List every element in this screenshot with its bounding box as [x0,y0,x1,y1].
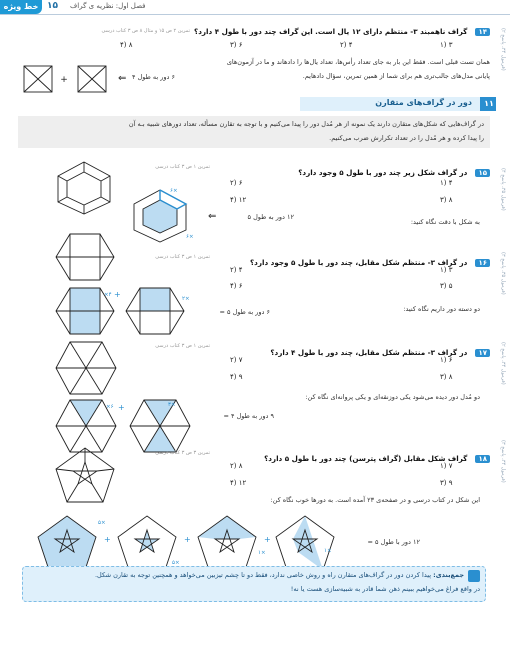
question-source: تمرین ۱ ص ۳ کتاب درسی [155,254,210,260]
side-tab-1: (فرمول ۳۴، پاسخ ۲) [500,28,506,71]
petersen-graph [54,446,116,504]
count-label-3: ۱× [258,550,266,556]
plus-icon: + [114,290,121,299]
svg-text:+: + [264,535,271,544]
side-tab-3: (فرمول ۳۵، پاسخ ۳) [500,252,506,295]
page-number: ۱۵ [47,1,58,11]
hexagon-star-graph-q17 [54,340,118,396]
section-title: دور در گراف‌های متقارن [375,98,472,107]
summary-text-1: پیدا کردن دور در گراف‌های متقارن راه و روش خاصی ندارد، فقط دو تا چشم تیزبین می‌خواهد و همچنین توجه به تقارن شکل. [94,571,432,579]
explanation: دو مُدل دور دیده می‌شود یکی دوزنقه‌ای و یکی پروانه‌ای نگاه کن: [305,393,480,401]
question-15 [190,160,490,179]
hexagon-cycle-b-q16 [124,286,194,336]
option-2: ۴ (۲ [340,41,353,49]
header-badge: خط ویژه [0,0,42,14]
summary-icon [468,570,480,582]
explanation: به شکل با دقت نگاه کنید: [410,218,480,226]
option-1: ۶ (۱ [440,356,453,364]
explanation: دو دسته دور داریم نگاه کنید: [403,305,480,313]
intro-line-1: در گراف‌هایی که شکل‌های متقارن دارند یک نمونه از هر مُدل دور را پیدا می‌کنیم و با توجه به تقارن مسأله، تعداد دورهای شبیه بـه آن [128,120,484,128]
petersen-cycles-figure [36,512,336,572]
option-3: ۹ (۳ [440,479,453,487]
summary-line-2: در واقع فراغ می‌خواهیم ببینم ذهن شما قادر به شبیه‌سازی هست یا نه! [290,585,480,593]
result-q16: ۶ دور به طول ۵ = [219,308,270,316]
hexagon-graph-q16 [54,232,116,282]
summary-line-1 [30,571,464,579]
question-number: ۱۷ [475,349,490,357]
option-4: ۸ (۴ [120,41,133,49]
chapter-title: فصل اول: نظریه ی گراف [70,2,146,10]
summary-label: جمع‌بندی: [433,571,464,579]
option-1: ۴ (۱ [440,179,453,187]
explanation: این شکل در کتاب درسی و در صفحه‌ی ۲۳ آمده است. به دورها خوب نگاه کن: [270,496,480,504]
question-text: در گراف شکل زیر چند دور با طول ۵ وجود دارد؟ [298,168,468,177]
hexagon-cycles-q15 [130,186,200,246]
hexagon-graph-q15 [54,160,114,216]
question-text: در گراف ۳- منتظم شکل مقابل، چند دور با طول ۴ دارد؟ [270,348,468,357]
plus-icon: + [118,403,125,412]
option-1: ۷ (۱ [440,462,453,470]
k4-graphs-figure [22,62,114,96]
option-1: ۳ (۱ [440,41,453,49]
count-label-1: ۵× [98,520,106,526]
option-1: ۳ (۱ [440,266,453,274]
count-label-2: ۵× [172,560,180,566]
count-label-4: ۱× [324,548,332,554]
count-label-b: ۳× [168,402,176,408]
option-3: ۶ (۳ [230,41,243,49]
option-4: ۱۲ (۴ [230,479,247,487]
option-4: ۱۲ (۴ [230,196,247,204]
option-2: ۸ (۲ [230,462,243,470]
arrow-icon: ⇐ [208,211,217,222]
question-number: ۱۵ [475,169,490,177]
question-number: ۱۶ [475,259,490,267]
option-4: ۶ (۴ [230,282,243,290]
count-label-b: ۶× [186,234,194,240]
result-q15: ۱۲ دور به طول ۵ [247,213,294,221]
svg-text:+: + [60,75,68,85]
svg-text:+: + [104,535,111,544]
svg-text:+: + [184,535,191,544]
question-number: ۱۴ [475,28,490,36]
side-tab-4: (فرمول ۳۴، پاسخ ۲) [500,342,506,385]
section-number: ۱۱ [482,97,496,111]
explanation-line-2: پایانی مدل‌های جالب‌تری هم برای شما از همین تمرین، سؤال دادهایم. [302,72,490,80]
count-label-b: ۴× [104,292,112,298]
count-label-a: ۶× [170,188,178,194]
question-source: تمرین ۱ ص ۳ کتاب درسی [155,164,210,170]
option-2: ۴ (۲ [230,266,243,274]
result-q14: ۶ دور به طول ۴ [132,73,175,81]
question-text: گراف شکل مقابل (گراف پترسن) چند دور با طول ۵ دارد؟ [264,454,468,463]
arrow-icon: ⇐ [118,73,127,84]
question-text: گراف ناهمبند ۳- منتظم دارای ۱۲ یال است. این گراف چند دور با طول ۴ دارد؟ [194,27,468,36]
side-tab-5: (فرمول ۳۴، پاسخ ۳) [500,440,506,483]
count-label-a: ۶× [106,404,114,410]
question-source: تمرین ۱ ص ۳ کتاب درسی [155,343,210,349]
option-2: ۶ (۲ [230,179,243,187]
side-tab-2: (فرمول ۳۵، پاسخ ۴) [500,168,506,211]
option-3: ۸ (۳ [440,196,453,204]
question-number: ۱۸ [475,455,490,463]
intro-line-2: را پیدا کرده و هر مُدل را در تعداد تکرارش ضرب می‌کنیم. [329,134,484,142]
result-q18: ۱۲ دور با طول ۵ = [367,538,420,546]
question-source: تمرین ۳ ص ۳ کتاب درسی [155,450,210,456]
option-3: ۵ (۳ [440,282,453,290]
question-text: در گراف ۳- منتظم شکل مقابل، چند دور با طول ۵ وجود دارد؟ [250,258,468,267]
count-label-a: ۲× [182,296,190,302]
option-4: ۹ (۴ [230,373,243,381]
option-3: ۸ (۳ [440,373,453,381]
option-2: ۷ (۲ [230,356,243,364]
explanation-line-1: همان تست قبلی است. فقط این بار به جای تعداد رأس‌ها، تعداد یال‌ها را دادهاند و ما در آزمون‌های [226,58,490,66]
result-q17: ۹ دور به طول ۴ = [223,412,274,420]
question-source: تمرین ۲ ص ۱۵ و مثال ۸ ص ۳ کتاب درسی [101,28,190,34]
